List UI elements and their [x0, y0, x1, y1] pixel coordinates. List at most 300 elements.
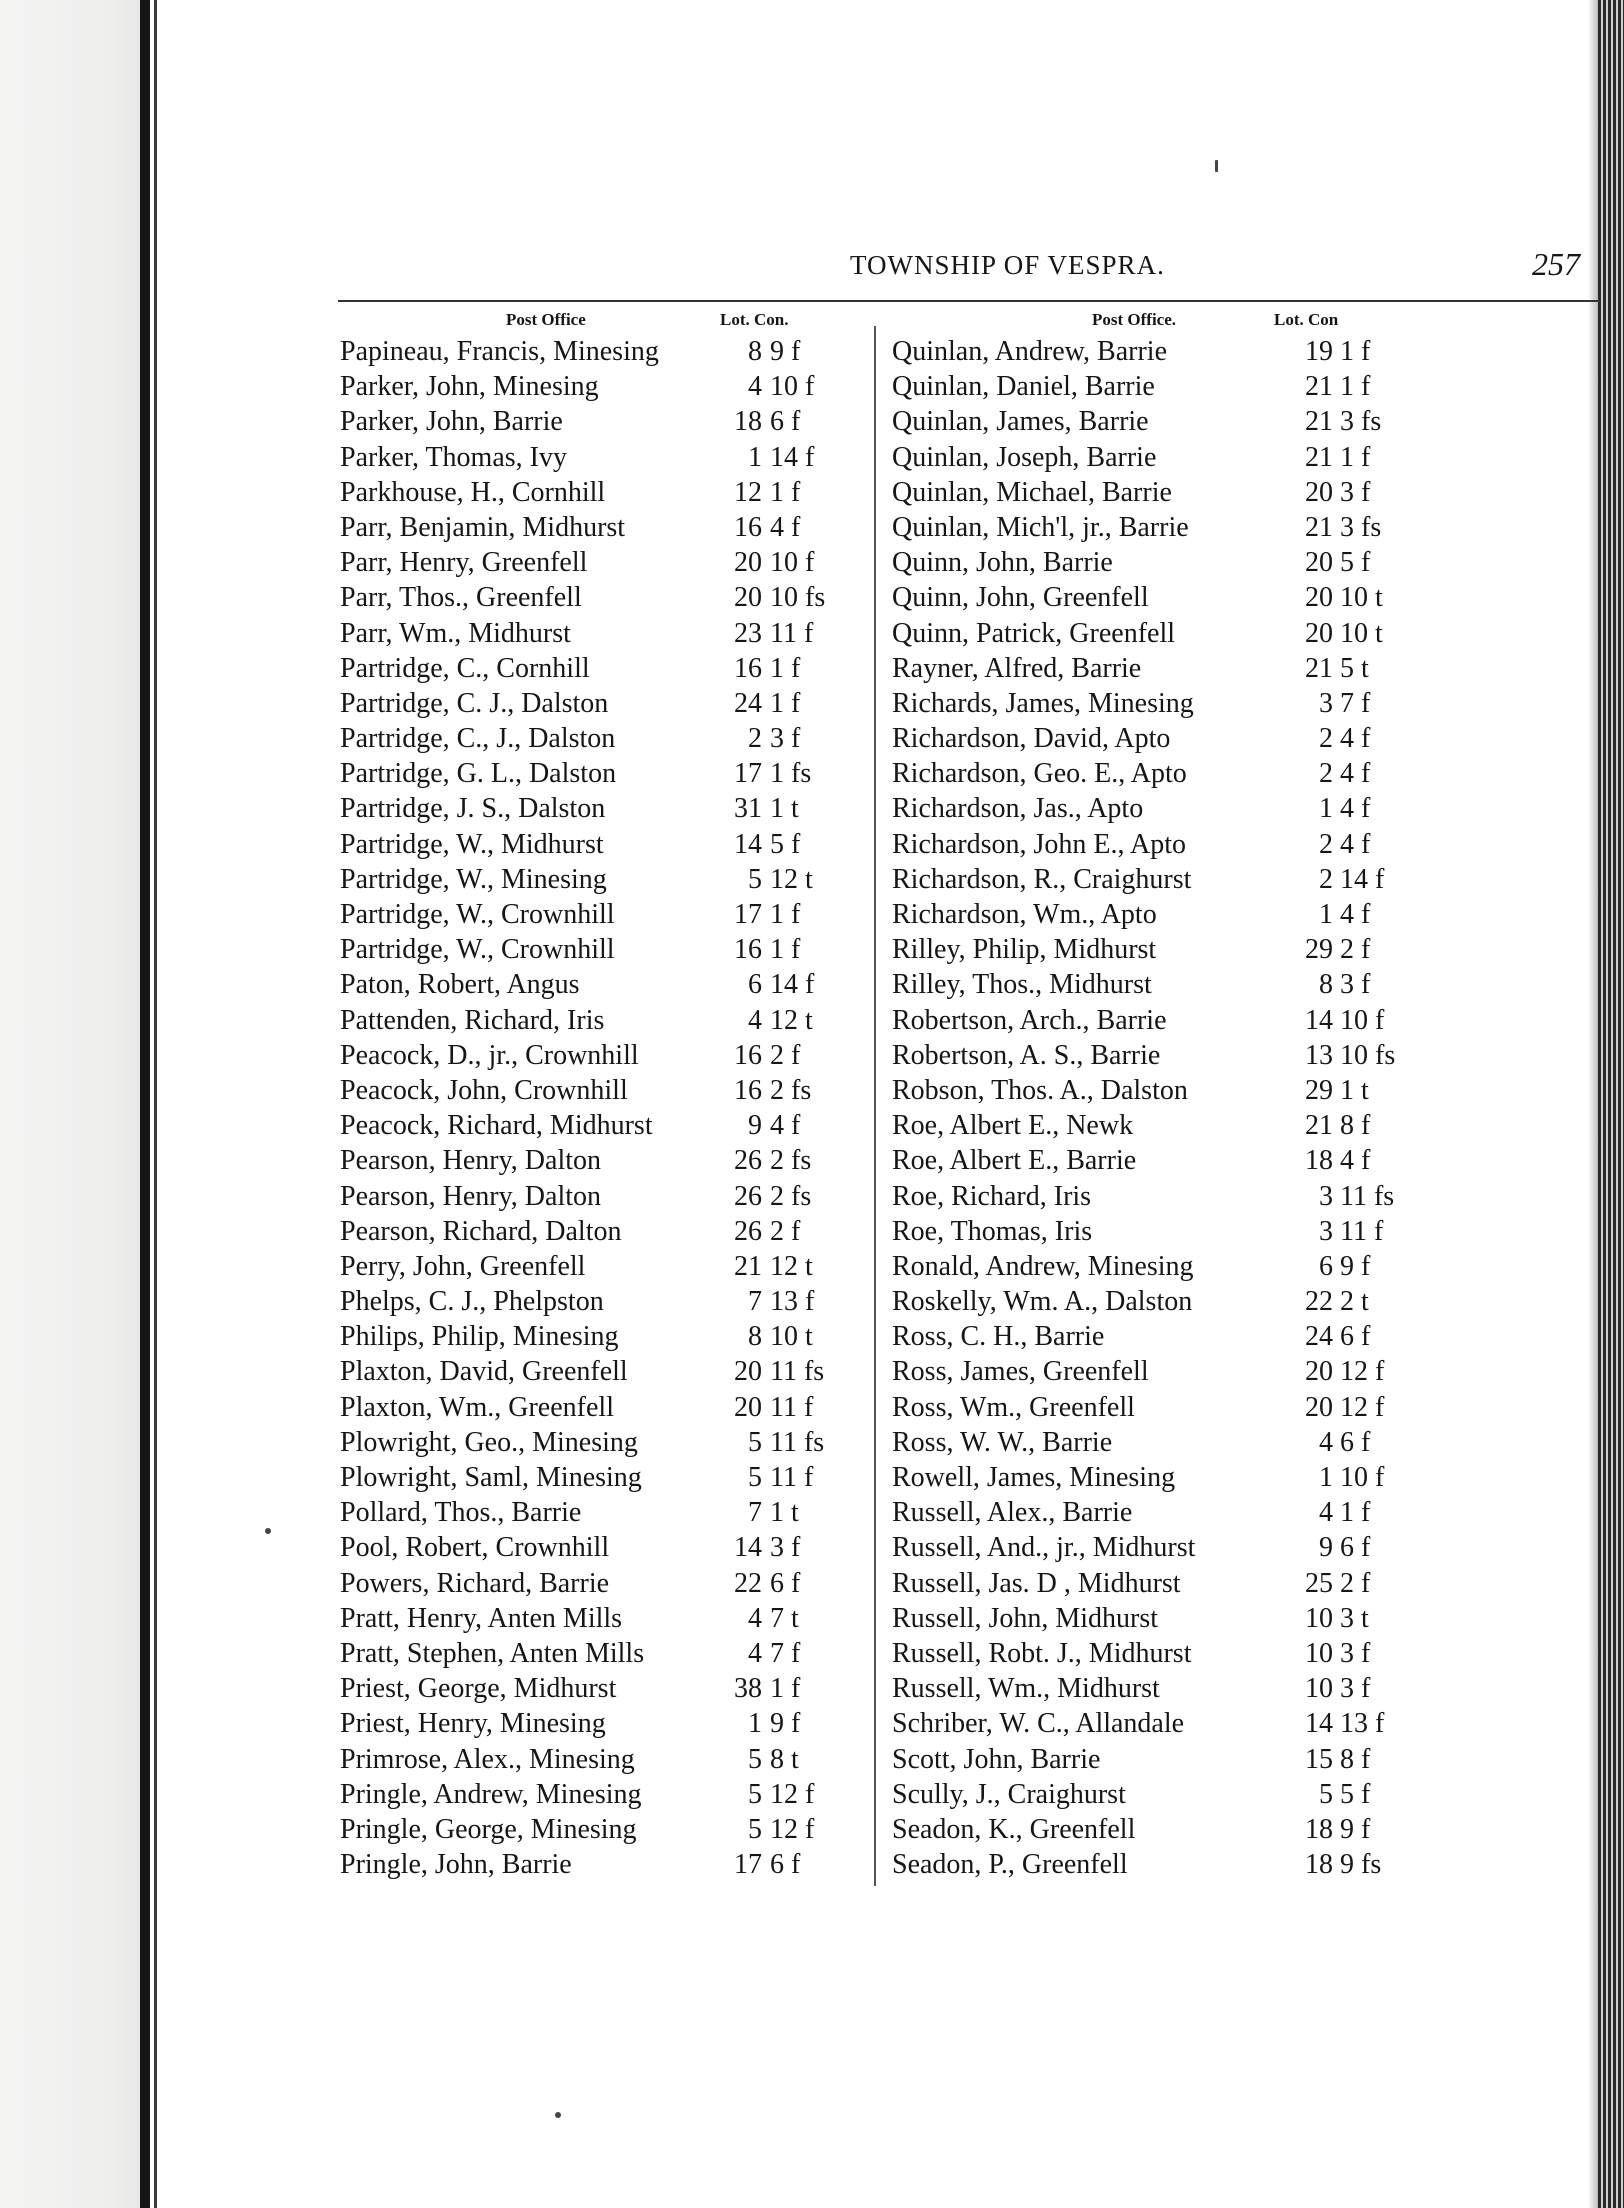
entry-lot: 20 — [1305, 582, 1333, 614]
entry-con: 1 f — [770, 899, 801, 930]
directory-entry — [340, 1003, 880, 1038]
entry-name: Plaxton, Wm., Greenfell — [340, 1391, 614, 1423]
entry-con: 10 t — [1340, 582, 1383, 614]
entry-name: Roe, Thomas, Iris — [892, 1215, 1093, 1247]
entry-con: 3 t — [1340, 1602, 1369, 1634]
directory-entry — [892, 1671, 1442, 1706]
entry-name: Pool, Robert, Crownhill — [340, 1532, 610, 1564]
entry-name: Partridge, C., Cornhill — [340, 652, 590, 684]
entry-con: 14 f — [770, 441, 815, 473]
entry-lot: 18 — [1305, 1145, 1333, 1177]
entry-con: 3 fs — [1340, 406, 1382, 438]
entry-name: Richardson, Jas., Apto — [892, 793, 1144, 825]
entry-name: Peacock, Richard, Midhurst — [340, 1110, 653, 1142]
entry-lot: 7 — [748, 1497, 762, 1529]
entry-name: Perry, John, Greenfell — [340, 1250, 586, 1282]
directory-entry — [340, 1706, 880, 1741]
entry-name: Phelps, C. J., Phelpston — [340, 1286, 604, 1318]
directory-entry — [340, 862, 880, 897]
directory-entry — [892, 1038, 1442, 1073]
entry-lot: 19 — [1305, 336, 1333, 367]
directory-entry — [340, 616, 880, 651]
entry-con: 1 f — [1340, 1497, 1371, 1529]
entry-name: Richardson, R., Craighurst — [892, 863, 1192, 895]
entry-con: 9 f — [770, 336, 801, 367]
entry-name: Papineau, Francis, Minesing — [340, 336, 659, 367]
directory-page — [160, 0, 1588, 2208]
entry-con: 4 f — [1340, 828, 1371, 860]
directory-columns — [340, 310, 1602, 1890]
entry-con: 1 t — [1340, 1074, 1369, 1106]
entry-con: 6 f — [1340, 1426, 1371, 1458]
entry-name: Richardson, Geo. E., Apto — [892, 758, 1187, 790]
directory-entry — [892, 1003, 1442, 1038]
entry-con: 10 fs — [1340, 1039, 1396, 1071]
entry-lot: 26 — [734, 1180, 762, 1212]
directory-entry — [892, 1179, 1442, 1214]
entry-name: Parkhouse, H., Cornhill — [340, 476, 606, 508]
directory-entry — [340, 1390, 880, 1425]
entry-lot: 7 — [748, 1286, 762, 1318]
entry-name: Russell, Robt. J., Midhurst — [892, 1637, 1192, 1669]
entry-name: Robertson, Arch., Barrie — [892, 1004, 1167, 1036]
entry-con: 12 f — [770, 1813, 815, 1845]
directory-entry — [340, 1214, 880, 1249]
entry-name: Pearson, Henry, Dalton — [340, 1180, 602, 1212]
print-speck — [555, 2112, 561, 2118]
entry-lot: 10 — [1305, 1673, 1333, 1705]
entry-con: 11 fs — [1340, 1180, 1395, 1212]
entry-name: Scully, J., Craighurst — [892, 1778, 1126, 1810]
entry-lot: 2 — [1319, 723, 1333, 755]
entry-con: 6 f — [770, 1567, 801, 1599]
entry-con: 12 f — [1340, 1356, 1385, 1388]
entry-name: Plowright, Geo., Minesing — [340, 1426, 638, 1458]
left-page-gutter — [0, 0, 150, 2208]
directory-entry — [892, 369, 1442, 404]
entry-con: 4 f — [1340, 793, 1371, 825]
directory-entry — [340, 510, 880, 545]
entry-lot: 20 — [1305, 547, 1333, 579]
entry-con: 9 f — [1340, 1250, 1371, 1282]
entry-con: 3 f — [1340, 1673, 1371, 1705]
entry-lot: 16 — [734, 652, 762, 684]
entry-lot: 6 — [1319, 1250, 1333, 1282]
entry-con: 2 t — [1340, 1286, 1369, 1318]
directory-entry — [892, 686, 1442, 721]
directory-entry — [892, 440, 1442, 475]
entry-lot: 8 — [748, 336, 762, 367]
entry-lot: 21 — [1305, 511, 1333, 543]
entry-con: 6 f — [770, 406, 801, 438]
directory-entry — [892, 1601, 1442, 1636]
entry-con: 3 f — [770, 723, 801, 755]
entry-name: Partridge, W., Crownhill — [340, 934, 615, 966]
entry-lot: 20 — [734, 547, 762, 579]
entry-con: 5 f — [1340, 547, 1371, 579]
entry-lot: 21 — [1305, 406, 1333, 438]
left-entry-list — [340, 334, 880, 1882]
entry-lot: 24 — [1305, 1321, 1333, 1353]
directory-entry — [892, 404, 1442, 439]
directory-entry — [340, 932, 880, 967]
entry-lot: 10 — [1305, 1602, 1333, 1634]
entry-con: 9 f — [1340, 1813, 1371, 1845]
directory-entry — [892, 932, 1442, 967]
entry-con: 4 f — [1340, 899, 1371, 930]
entry-lot: 17 — [734, 899, 762, 930]
entry-con: 3 f — [1340, 476, 1371, 508]
entry-lot: 20 — [734, 1356, 762, 1388]
directory-entry — [892, 1108, 1442, 1143]
entry-con: 11 fs — [770, 1356, 825, 1388]
entry-name: Rilley, Thos., Midhurst — [892, 969, 1152, 1001]
entry-name: Pollard, Thos., Barrie — [340, 1497, 582, 1529]
entry-con: 9 f — [770, 1708, 801, 1740]
entry-con: 1 f — [770, 934, 801, 966]
directory-entry — [340, 1179, 880, 1214]
entry-lot: 2 — [1319, 828, 1333, 860]
entry-con: 1 fs — [770, 758, 812, 790]
entry-con: 6 f — [1340, 1532, 1371, 1564]
entry-con: 2 f — [770, 1215, 801, 1247]
directory-entry — [340, 1847, 880, 1882]
entry-name: Partridge, J. S., Dalston — [340, 793, 606, 825]
entry-name: Quinlan, Michael, Barrie — [892, 476, 1172, 508]
entry-name: Partridge, W., Crownhill — [340, 899, 615, 930]
entry-con: 10 f — [1340, 1004, 1385, 1036]
page-header — [340, 246, 1580, 290]
entry-lot: 4 — [748, 1602, 762, 1634]
entry-name: Philips, Philip, Minesing — [340, 1321, 619, 1353]
entry-name: Seadon, P., Greenfell — [892, 1849, 1128, 1881]
directory-entry — [892, 1460, 1442, 1495]
right-column-header — [892, 310, 1442, 334]
directory-entry — [892, 334, 1442, 369]
book-spine-shadow — [154, 0, 157, 2208]
entry-name: Seadon, K., Greenfell — [892, 1813, 1136, 1845]
entry-name: Parr, Wm., Midhurst — [340, 617, 571, 649]
entry-lot: 21 — [734, 1250, 762, 1282]
entry-name: Pringle, George, Minesing — [340, 1813, 637, 1845]
directory-entry — [892, 1354, 1442, 1389]
entry-con: 4 f — [1340, 723, 1371, 755]
entry-name: Powers, Richard, Barrie — [340, 1567, 610, 1599]
directory-entry — [340, 475, 880, 510]
entry-lot: 20 — [1305, 617, 1333, 649]
entry-con: 10 f — [770, 371, 815, 403]
directory-entry — [340, 1601, 880, 1636]
entry-con: 7 t — [770, 1602, 799, 1634]
entry-name: Pattenden, Richard, Iris — [340, 1004, 605, 1036]
entry-name: Pratt, Stephen, Anten Mills — [340, 1637, 645, 1669]
entry-lot: 20 — [734, 1391, 762, 1423]
directory-entry — [340, 1636, 880, 1671]
entry-name: Quinn, Patrick, Greenfell — [892, 617, 1176, 649]
entry-name: Pearson, Henry, Dalton — [340, 1145, 602, 1177]
entry-name: Plaxton, David, Greenfell — [340, 1356, 628, 1388]
directory-entry — [340, 440, 880, 475]
entry-lot: 16 — [734, 511, 762, 543]
directory-entry — [340, 1530, 880, 1565]
entry-lot: 1 — [1319, 1462, 1333, 1493]
entry-lot: 5 — [748, 863, 762, 895]
entry-con: 7 f — [770, 1637, 801, 1669]
entry-con: 12 f — [1340, 1391, 1385, 1423]
directory-entry — [340, 1460, 880, 1495]
entry-name: Roe, Richard, Iris — [892, 1180, 1092, 1212]
print-speck — [265, 1528, 271, 1534]
entry-lot: 20 — [1305, 476, 1333, 508]
entry-lot: 5 — [748, 1426, 762, 1458]
entry-lot: 24 — [734, 687, 762, 719]
page-number: 257 — [1532, 246, 1580, 282]
entry-name: Quinlan, Mich'l, jr., Barrie — [892, 511, 1189, 543]
directory-entry — [892, 1249, 1442, 1284]
entry-con: 9 fs — [1340, 1849, 1382, 1881]
directory-entry — [892, 616, 1442, 651]
entry-lot: 38 — [734, 1673, 762, 1705]
entry-con: 14 f — [1340, 863, 1385, 895]
entry-lot: 4 — [1319, 1497, 1333, 1529]
directory-entry — [340, 1425, 880, 1460]
directory-entry — [340, 721, 880, 756]
directory-entry — [340, 580, 880, 615]
entry-lot: 1 — [748, 441, 762, 473]
entry-con: 10 t — [1340, 617, 1383, 649]
left-column-header — [340, 310, 880, 334]
entry-name: Russell, John, Midhurst — [892, 1602, 1159, 1634]
entry-name: Partridge, C. J., Dalston — [340, 687, 609, 719]
directory-entry — [892, 1390, 1442, 1425]
post-office-heading: Post Office — [506, 310, 586, 329]
entry-con: 1 t — [770, 1497, 799, 1529]
entry-lot: 21 — [1305, 371, 1333, 403]
entry-name: Pratt, Henry, Anten Mills — [340, 1602, 623, 1634]
entry-name: Quinn, John, Greenfell — [892, 582, 1149, 614]
column-divider — [874, 326, 876, 1886]
entry-lot: 18 — [734, 406, 762, 438]
entry-name: Priest, Henry, Minesing — [340, 1708, 606, 1740]
header-rule — [338, 300, 1600, 302]
entry-lot: 4 — [1319, 1426, 1333, 1458]
directory-entry — [340, 897, 880, 932]
entry-name: Rayner, Alfred, Barrie — [892, 652, 1142, 684]
entry-lot: 5 — [748, 1462, 762, 1493]
entry-name: Ross, Wm., Greenfell — [892, 1391, 1135, 1423]
entry-name: Ronald, Andrew, Minesing — [892, 1250, 1194, 1282]
directory-entry — [892, 1425, 1442, 1460]
entry-name: Quinlan, James, Barrie — [892, 406, 1149, 438]
entry-con: 13 f — [1340, 1708, 1385, 1740]
entry-lot: 2 — [1319, 758, 1333, 790]
entry-con: 1 f — [770, 1673, 801, 1705]
entry-name: Russell, Wm., Midhurst — [892, 1673, 1160, 1705]
entry-con: 8 t — [770, 1743, 799, 1775]
directory-entry — [892, 1530, 1442, 1565]
entry-name: Priest, George, Midhurst — [340, 1673, 617, 1705]
entry-lot: 8 — [1319, 969, 1333, 1001]
entry-lot: 22 — [1305, 1286, 1333, 1318]
entry-name: Richardson, John E., Apto — [892, 828, 1186, 860]
directory-entry — [340, 1354, 880, 1389]
entry-lot: 31 — [734, 793, 762, 825]
directory-entry — [892, 1073, 1442, 1108]
directory-entry — [892, 1777, 1442, 1812]
entry-lot: 5 — [1319, 1778, 1333, 1810]
directory-entry — [892, 1566, 1442, 1601]
directory-entry — [892, 791, 1442, 826]
entry-name: Scott, John, Barrie — [892, 1743, 1101, 1775]
entry-con: 14 f — [770, 969, 815, 1001]
print-speck — [1215, 160, 1218, 172]
entry-lot: 20 — [1305, 1391, 1333, 1423]
directory-entry — [340, 1108, 880, 1143]
directory-entry — [340, 651, 880, 686]
entry-name: Partridge, G. L., Dalston — [340, 758, 617, 790]
entry-con: 2 f — [770, 1039, 801, 1071]
directory-entry — [340, 334, 880, 369]
entry-lot: 10 — [1305, 1637, 1333, 1669]
entry-lot: 6 — [748, 969, 762, 1001]
directory-entry — [892, 545, 1442, 580]
directory-entry — [892, 1812, 1442, 1847]
entry-con: 2 fs — [770, 1180, 812, 1212]
entry-lot: 13 — [1305, 1039, 1333, 1071]
directory-entry — [892, 1284, 1442, 1319]
entry-con: 5 f — [770, 828, 801, 860]
entry-con: 1 f — [1340, 336, 1371, 367]
entry-con: 1 f — [770, 652, 801, 684]
entry-name: Ross, C. H., Barrie — [892, 1321, 1105, 1353]
entry-con: 1 f — [770, 687, 801, 719]
entry-con: 11 fs — [770, 1426, 825, 1458]
entry-con: 1 f — [1340, 441, 1371, 473]
entry-con: 10 f — [770, 547, 815, 579]
directory-entry — [340, 369, 880, 404]
directory-entry — [340, 686, 880, 721]
entry-con: 7 f — [1340, 687, 1371, 719]
directory-entry — [340, 1038, 880, 1073]
entry-name: Russell, Jas. D , Midhurst — [892, 1567, 1181, 1599]
entry-lot: 14 — [1305, 1004, 1333, 1036]
entry-con: 1 f — [770, 476, 801, 508]
directory-entry — [340, 1566, 880, 1601]
entry-lot: 20 — [734, 582, 762, 614]
entry-con: 12 t — [770, 1250, 813, 1282]
entry-name: Pringle, John, Barrie — [340, 1849, 572, 1881]
directory-entry — [340, 1073, 880, 1108]
entry-lot: 4 — [748, 1637, 762, 1669]
entry-lot: 3 — [1319, 1180, 1333, 1212]
entry-con: 6 f — [1340, 1321, 1371, 1353]
entry-name: Robertson, A. S., Barrie — [892, 1039, 1161, 1071]
directory-entry — [340, 1671, 880, 1706]
post-office-heading: Post Office. — [1092, 310, 1177, 329]
entry-con: 12 t — [770, 1004, 813, 1036]
directory-entry — [892, 1319, 1442, 1354]
directory-entry — [340, 404, 880, 439]
entry-con: 10 t — [770, 1321, 813, 1353]
directory-entry — [892, 967, 1442, 1002]
entry-lot: 15 — [1305, 1743, 1333, 1775]
entry-name: Rilley, Philip, Midhurst — [892, 934, 1157, 966]
entry-con: 3 f — [1340, 969, 1371, 1001]
entry-con: 12 f — [770, 1778, 815, 1810]
entry-con: 3 f — [770, 1532, 801, 1564]
entry-con: 11 f — [770, 1391, 814, 1423]
entry-name: Quinlan, Daniel, Barrie — [892, 371, 1155, 403]
entry-con: 5 f — [1340, 1778, 1371, 1810]
entry-name: Pearson, Richard, Dalton — [340, 1215, 622, 1247]
entry-name: Ross, W. W., Barrie — [892, 1426, 1113, 1458]
entry-con: 10 fs — [770, 582, 826, 614]
entry-name: Partridge, C., J., Dalston — [340, 723, 616, 755]
entry-name: Quinn, John, Barrie — [892, 547, 1113, 579]
entry-lot: 17 — [734, 1849, 762, 1881]
entry-lot: 18 — [1305, 1813, 1333, 1845]
directory-entry — [340, 967, 880, 1002]
entry-con: 10 f — [1340, 1462, 1385, 1493]
entry-con: 11 f — [1340, 1215, 1384, 1247]
page-title: TOWNSHIP OF VESPRA. — [850, 250, 1165, 280]
directory-entry — [892, 897, 1442, 932]
entry-lot: 2 — [1319, 863, 1333, 895]
entry-name: Richardson, David, Apto — [892, 723, 1171, 755]
entry-name: Plowright, Saml, Minesing — [340, 1462, 642, 1493]
entry-lot: 21 — [1305, 1110, 1333, 1142]
directory-entry — [340, 1143, 880, 1178]
entry-con: 4 f — [1340, 1145, 1371, 1177]
directory-entry — [892, 756, 1442, 791]
entry-lot: 16 — [734, 1039, 762, 1071]
entry-con: 3 f — [1340, 1637, 1371, 1669]
entry-lot: 23 — [734, 617, 762, 649]
entry-con: 8 f — [1340, 1743, 1371, 1775]
entry-lot: 5 — [748, 1778, 762, 1810]
directory-entry — [340, 1495, 880, 1530]
entry-name: Roskelly, Wm. A., Dalston — [892, 1286, 1193, 1318]
directory-entry — [892, 1847, 1442, 1882]
left-column — [340, 310, 880, 1882]
entry-name: Richards, James, Minesing — [892, 687, 1194, 719]
entry-name: Quinlan, Joseph, Barrie — [892, 441, 1157, 473]
entry-con: 2 f — [1340, 934, 1371, 966]
directory-entry — [340, 1742, 880, 1777]
entry-name: Parr, Thos., Greenfell — [340, 582, 582, 614]
entry-lot: 20 — [1305, 1356, 1333, 1388]
entry-con: 4 f — [1340, 758, 1371, 790]
entry-con: 4 f — [770, 1110, 801, 1142]
directory-entry — [892, 1495, 1442, 1530]
directory-entry — [892, 1214, 1442, 1249]
directory-entry — [892, 1706, 1442, 1741]
directory-entry — [340, 1249, 880, 1284]
right-entry-list — [892, 334, 1442, 1882]
directory-entry — [892, 510, 1442, 545]
entry-con: 5 t — [1340, 652, 1369, 684]
book-spine — [140, 0, 150, 2208]
entry-lot: 1 — [1319, 899, 1333, 930]
entry-lot: 26 — [734, 1215, 762, 1247]
entry-name: Paton, Robert, Angus — [340, 969, 580, 1001]
entry-lot: 25 — [1305, 1567, 1333, 1599]
entry-lot: 16 — [734, 1074, 762, 1106]
directory-entry — [892, 651, 1442, 686]
entry-name: Ross, James, Greenfell — [892, 1356, 1149, 1388]
directory-entry — [892, 1742, 1442, 1777]
entry-name: Quinlan, Andrew, Barrie — [892, 336, 1167, 367]
